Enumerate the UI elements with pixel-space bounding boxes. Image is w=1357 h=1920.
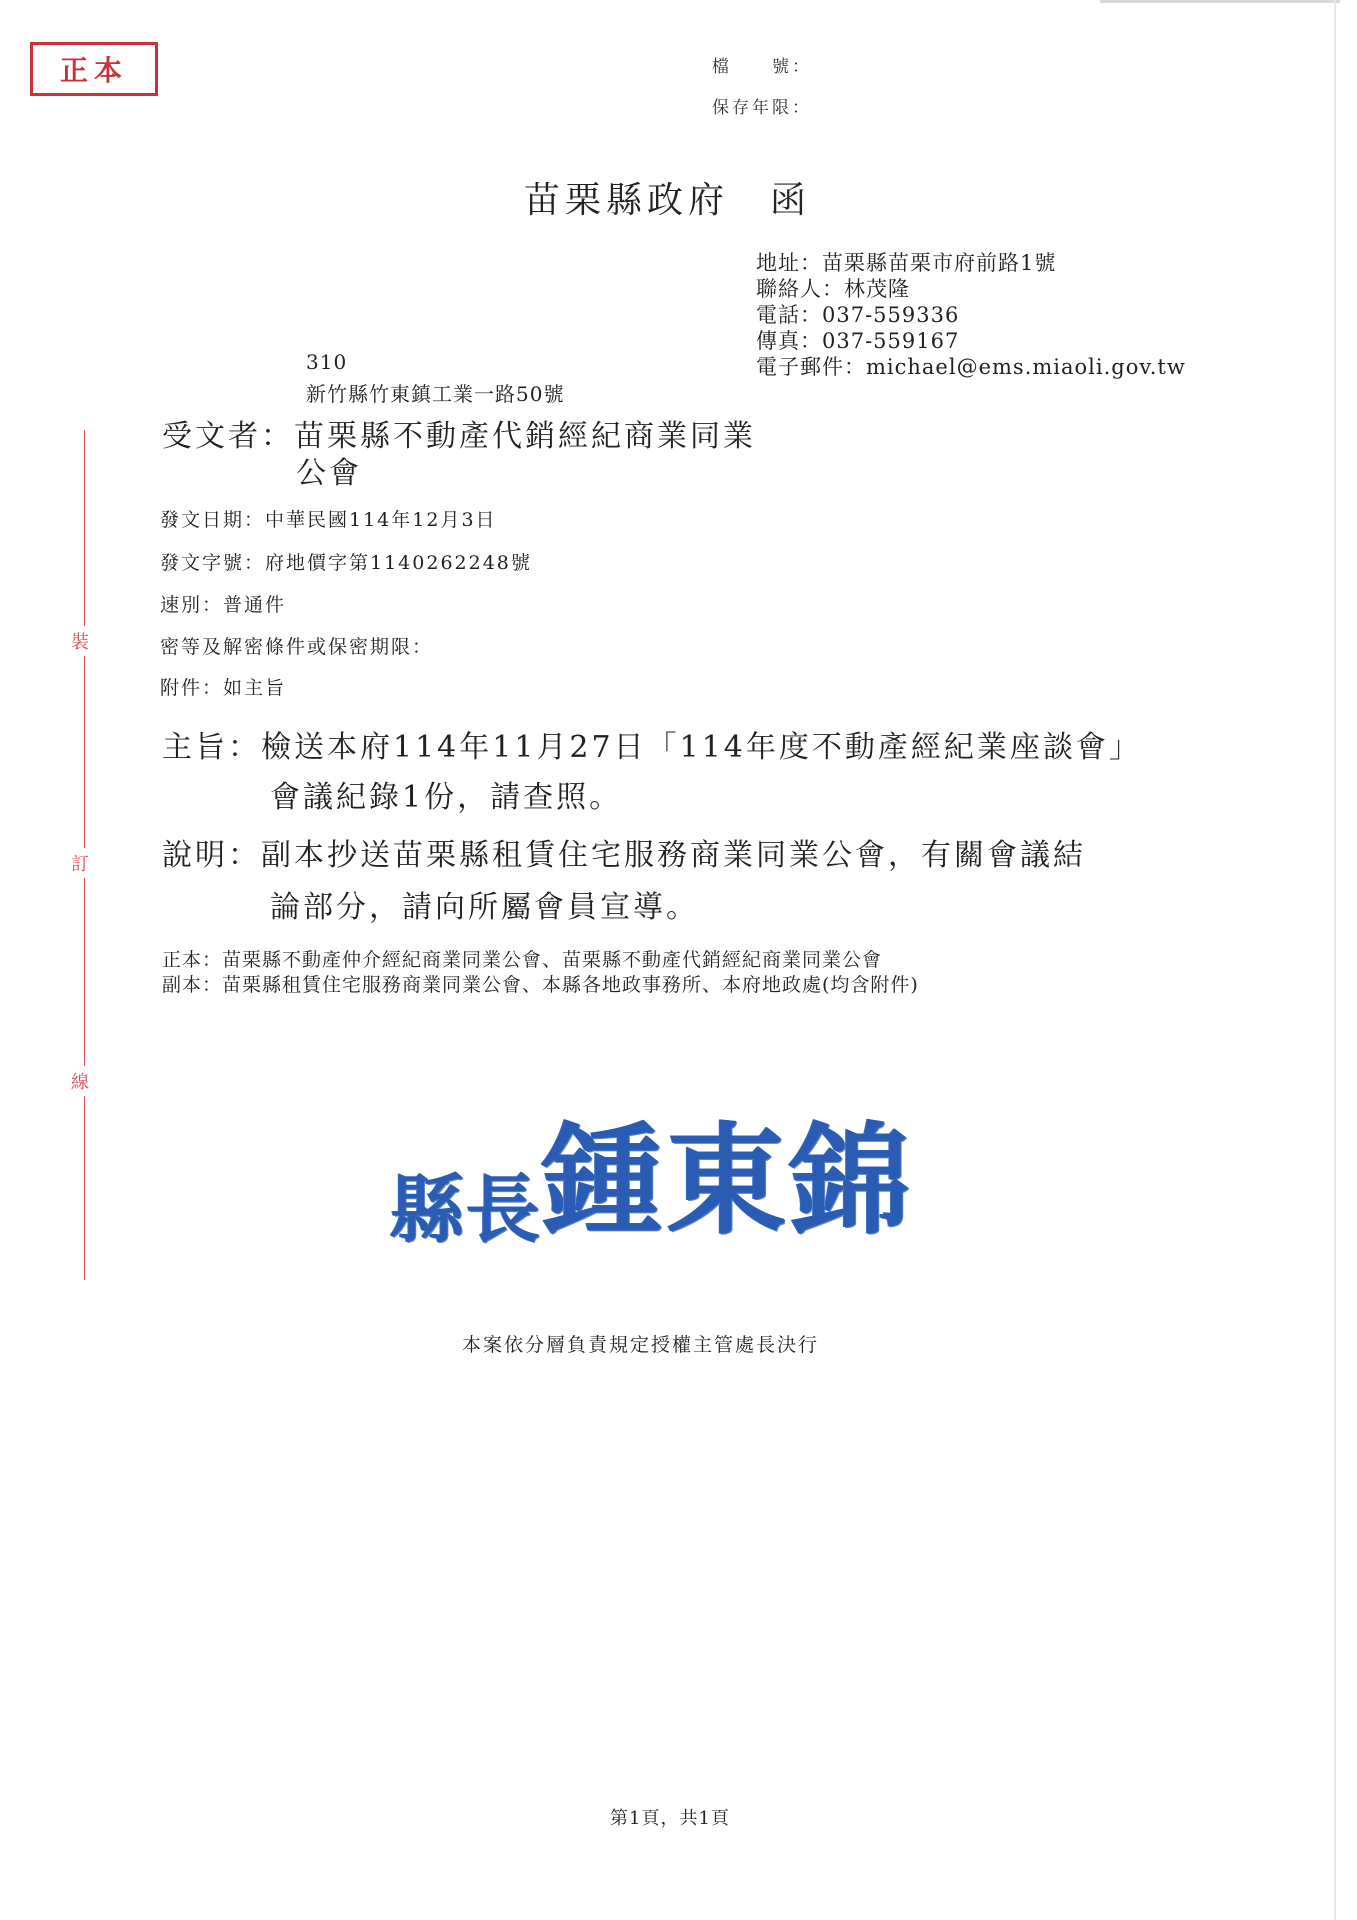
- recipient-line2: 公會: [296, 456, 362, 491]
- distribution-original: 正本：苗栗縣不動產仲介經紀商業同業公會、苗栗縣不動產代銷經紀商業同業公會: [162, 949, 883, 971]
- contact-email: 電子郵件：michael@ems.miaoli.gov.tw: [756, 355, 1186, 379]
- distribution-copy: 副本：苗栗縣租賃住宅服務商業同業公會、本縣各地政事務所、本府地政處(均含附件): [162, 974, 919, 996]
- seal-title: 縣長: [390, 1167, 542, 1253]
- scan-edge-top: [1100, 0, 1340, 3]
- explanation-line2: 論部分，請向所屬會員宣導。: [270, 890, 699, 925]
- explanation-line1: 說明：副本抄送苗栗縣租賃住宅服務商業同業公會，有關會議結: [162, 838, 1086, 873]
- binding-mark-top: 裝: [71, 626, 89, 656]
- magistrate-seal: [390, 1085, 914, 1257]
- document-number: 發文字號：府地價字第1140262248號: [160, 552, 532, 574]
- secrecy-level: 密等及解密條件或保密期限：: [160, 636, 434, 658]
- file-number-label: 檔 號：: [712, 57, 812, 77]
- original-copy-stamp-label: 正本: [59, 54, 128, 87]
- binding-mark-middle: 訂: [71, 848, 89, 878]
- scan-edge-right: [1334, 0, 1336, 1920]
- retention-period-label: 保存年限：: [712, 98, 812, 118]
- mailing-address: 新竹縣竹東鎮工業一路50號: [306, 382, 565, 406]
- delivery-speed: 速別：普通件: [160, 594, 287, 616]
- contact-phone: 電話：037-559336: [756, 303, 960, 327]
- contact-person: 聯絡人：林茂隆: [756, 277, 910, 301]
- mailing-zip: 310: [306, 350, 348, 374]
- document-title: 苗栗縣政府 函: [524, 180, 812, 221]
- original-copy-stamp: [30, 42, 158, 96]
- contact-fax: 傳真：037-559167: [756, 329, 960, 353]
- page-number: 第1頁，共1頁: [610, 1808, 730, 1829]
- contact-address: 地址：苗栗縣苗栗市府前路1號: [756, 251, 1057, 275]
- subject-line2: 會議紀錄1份，請查照。: [270, 780, 623, 815]
- seal-name: 鍾東錦: [542, 1110, 914, 1251]
- attachment-note: 附件：如主旨: [160, 677, 287, 699]
- issue-date: 發文日期：中華民國114年12月3日: [160, 509, 497, 531]
- delegation-note: 本案依分層負責規定授權主管處長決行: [462, 1334, 820, 1356]
- recipient-line1: 受文者：苗栗縣不動產代銷經紀商業同業: [162, 419, 756, 454]
- subject-line1: 主旨：檢送本府114年11月27日「114年度不動產經紀業座談會」: [162, 730, 1142, 765]
- binding-mark-bottom: 線: [71, 1066, 89, 1096]
